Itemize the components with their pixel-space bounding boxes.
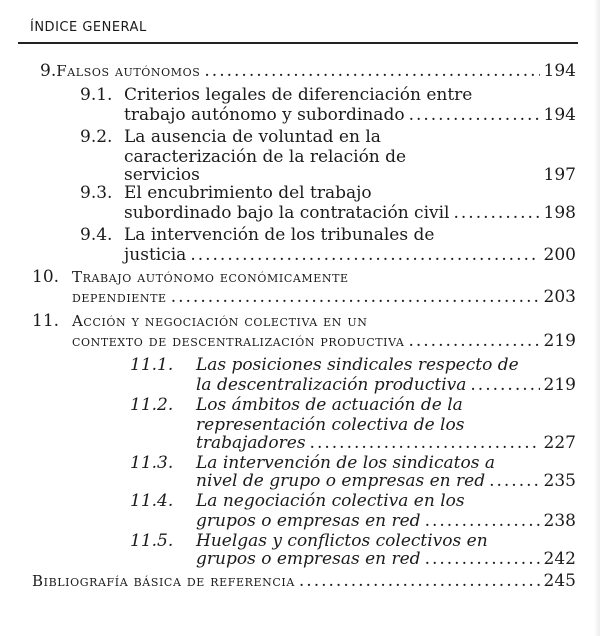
- toc-entry-11-5-line-2: [196, 548, 576, 570]
- toc-entry-11-2-line-1: [130, 394, 576, 416]
- toc-entry-bibliography: [32, 570, 576, 592]
- page-number: 219: [543, 375, 576, 395]
- page-number: 200: [543, 245, 576, 265]
- entry-title: justicia: [124, 245, 187, 265]
- page-number: 227: [543, 433, 576, 453]
- entry-title: Huelgas y conflictos colectivos en: [196, 531, 488, 551]
- entry-number: 9.3.: [80, 183, 113, 203]
- entry-title: representación colectiva de los: [196, 415, 465, 435]
- page-number: 194: [543, 61, 576, 81]
- leader-dots: [489, 470, 539, 492]
- entry-title: Bibliografía básica de referencia: [32, 572, 295, 590]
- entry-number: 10.: [32, 267, 60, 287]
- entry-title: contexto de descentralización productiva: [72, 332, 405, 350]
- entry-title: Acción y negociación colectiva en un: [72, 312, 368, 330]
- leader-dots: [454, 202, 540, 224]
- entry-title: La ausencia de voluntad en la: [124, 127, 381, 147]
- leader-dots: [190, 244, 539, 266]
- entry-number: 9.: [40, 61, 57, 81]
- entry-title: Trabajo autónomo económicamente: [72, 268, 349, 286]
- page-number: 242: [543, 549, 576, 569]
- entry-title: la descentralización productiva: [196, 375, 467, 395]
- page-number: 198: [543, 203, 576, 223]
- entry-title: Criterios legales de diferenciación entre: [124, 85, 473, 105]
- entry-number: 11.3.: [130, 453, 174, 473]
- leader-dots: [171, 286, 540, 308]
- page-number: 235: [543, 471, 576, 491]
- page-number: 203: [543, 287, 576, 307]
- entry-number: 11.: [32, 311, 60, 331]
- entry-number: 11.1.: [130, 355, 174, 375]
- entry-title: grupos o empresas en red: [196, 511, 421, 531]
- entry-title: Las posiciones sindicales respecto de: [196, 355, 519, 375]
- entry-title: grupos o empresas en red: [196, 549, 421, 569]
- entry-title: La negociación colectiva en los: [196, 491, 465, 511]
- leader-dots: [470, 374, 539, 396]
- entry-number: 9.1.: [80, 85, 113, 105]
- page-number: 219: [543, 331, 576, 351]
- scan-edge-shadow: [594, 0, 600, 636]
- entry-title: caracterización de la relación de: [124, 147, 407, 167]
- entry-title: El encubrimiento del trabajo: [124, 183, 372, 203]
- toc-entry-10-line-1: [32, 266, 576, 288]
- entry-title: La intervención de los tribunales de: [124, 225, 435, 245]
- leader-dots: [310, 432, 540, 454]
- toc-entry-11-line-1: [32, 310, 576, 332]
- toc-entry-11-line-2: [72, 330, 576, 352]
- page-number: 194: [543, 105, 576, 125]
- entry-title: La intervención de los sindicatos a: [196, 453, 495, 473]
- entry-title: Falsos autónomos: [56, 62, 201, 80]
- page-number: 238: [543, 511, 576, 531]
- toc-entry-9-3-line-2: [124, 202, 576, 224]
- toc-entry-9-3-line-1: [80, 182, 576, 204]
- header-rule: [18, 42, 578, 44]
- leader-dots: [425, 548, 540, 570]
- toc-entry-9-1-line-1: [80, 84, 576, 106]
- running-header: ÍNDICE GENERAL: [30, 20, 147, 35]
- toc-entry-11-1-line-1: [130, 354, 576, 376]
- entry-number: 11.2.: [130, 395, 174, 415]
- entry-number: 11.5.: [130, 531, 174, 551]
- toc-entry-11-4-line-2: [196, 510, 576, 532]
- entry-number: 11.4.: [130, 491, 174, 511]
- toc-entry-11-3-line-2: [196, 470, 576, 492]
- entry-title: Los ámbitos de actuación de la: [196, 395, 463, 415]
- entry-title: dependiente: [72, 288, 167, 306]
- entry-title: nivel de grupo o empresas en red: [196, 471, 486, 491]
- entry-title: trabajadores: [196, 433, 306, 453]
- leader-dots: [409, 104, 540, 126]
- toc-entry-11-2-line-3: [196, 432, 576, 454]
- entry-number: 9.4.: [80, 225, 113, 245]
- entry-title: trabajo autónomo y subordinado: [124, 105, 405, 125]
- page-number: 245: [543, 571, 576, 591]
- leader-dots: [408, 330, 539, 352]
- toc-entry-11-4-line-1: [130, 490, 576, 512]
- entry-title: servicios: [124, 165, 200, 185]
- toc-entry-9: [40, 60, 576, 82]
- toc-entry-9-1-line-2: [124, 104, 576, 126]
- toc-entry-11-1-line-2: [196, 374, 576, 396]
- page-number: 197: [543, 165, 576, 185]
- entry-title: subordinado bajo la contratación civil: [124, 203, 450, 223]
- toc-entry-9-2-line-1: [80, 126, 576, 148]
- toc-entry-9-4-line-1: [80, 224, 576, 246]
- toc-entry-9-4-line-2: [124, 244, 576, 266]
- toc-entry-10-line-2: [72, 286, 576, 308]
- entry-number: 9.2.: [80, 127, 113, 147]
- leader-dots: [299, 570, 540, 592]
- leader-dots: [425, 510, 540, 532]
- leader-dots: [204, 60, 539, 82]
